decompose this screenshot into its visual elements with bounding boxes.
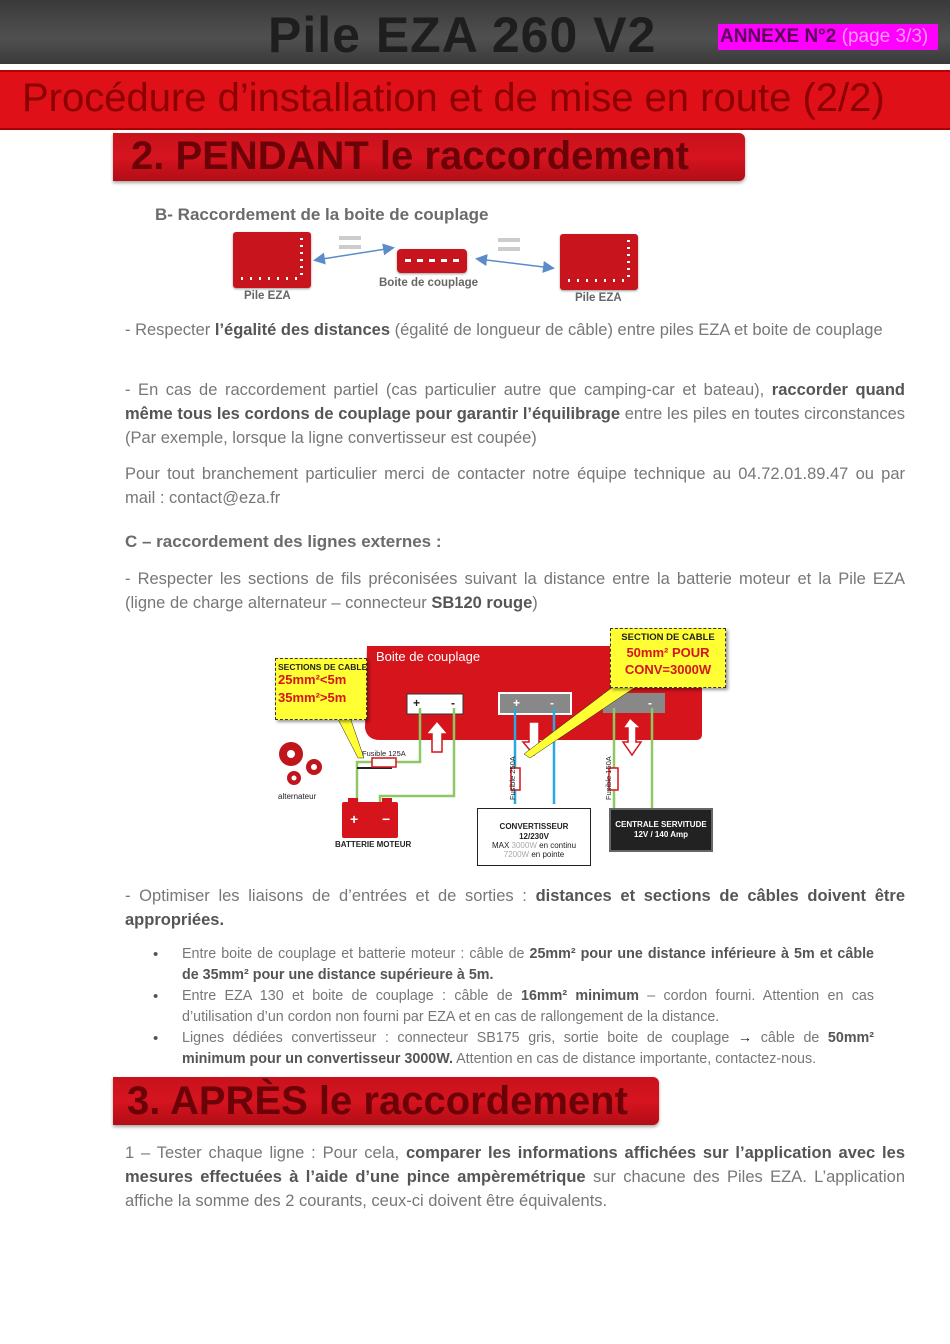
- subsection-b-title: B- Raccordement de la boite de couplage: [155, 205, 489, 224]
- bullet-list: [125, 944, 874, 1070]
- left-section-callout: [275, 658, 367, 720]
- svg-text:+: +: [350, 811, 359, 827]
- para6-text-b: sur chacune des Piles EZA. L’application affiche la somme des 2 courants, ceux-ci doivent être équivalents.: [125, 1168, 906, 1210]
- para5-text-a: - Optimiser les liaisons de d’entrées et de sorties :: [125, 887, 536, 905]
- fuse-150-label: Fusible 150A: [604, 756, 613, 800]
- alt-connector-minus: -: [451, 696, 455, 710]
- section-2-title: 2. PENDANT le raccordement: [131, 134, 689, 178]
- document-title: Pile EZA 260 V2: [268, 7, 657, 63]
- wiring-diagram: [262, 624, 742, 874]
- connector-converter: [499, 693, 571, 714]
- pile-eza-right-image: [560, 234, 638, 290]
- right-callout-title: SECTION DE CABLE: [621, 632, 715, 643]
- annexe-label: ANNEXE N°2: [720, 26, 837, 47]
- right-callout-line2: CONV=3000W: [624, 662, 712, 677]
- converter-max: MAX 3000W en continu: [491, 841, 577, 850]
- pile-eza-left-label: Pile EZA: [244, 290, 291, 302]
- coupling-box-title: Boite de couplage: [376, 649, 481, 664]
- right-section-callout: [610, 628, 726, 688]
- alternator-icon: [279, 742, 322, 785]
- para1-text-a: - Respecter: [125, 321, 215, 339]
- para4-text-b: ): [532, 594, 538, 612]
- paragraph-test-lines: [125, 1141, 905, 1213]
- central-servitude-box: [609, 808, 713, 852]
- battery-label: BATTERIE MOTEUR: [335, 840, 412, 849]
- fuse-125-label: Fusible 125A: [362, 749, 406, 758]
- bullet-item-converter: • Lignes dédiées convertisseur : connecteur SB175 gris, sortie boite de couplage → câble de 50mm² minimum pour un convertisseur 3000W. Attention en cas de distance importante, contactez-nous.: [125, 1028, 874, 1070]
- annexe-page: (page 3/3): [841, 26, 929, 47]
- alternator-label: alternateur: [278, 792, 317, 801]
- para5-bold: distances et sections de câbles doivent être appropriées.: [125, 887, 905, 929]
- converter-title: CONVERTISSEUR: [499, 822, 569, 831]
- bullet-item-eza130: • Entre EZA 130 et boite de couplage : câble de 16mm² minimum – cordon fourni. Attention en cas d’utilisation d’un cordon non fourni par EZA et en cas de rallongement de la distance.: [125, 986, 874, 1028]
- coupling-box-label: Boite de couplage: [379, 277, 479, 289]
- paragraph-partial-connection: [125, 378, 905, 450]
- para2-text-b: entre les piles en toutes circonstances (Par exemple, lorsque la ligne convertisseur est coupée): [125, 405, 906, 447]
- svg-text:−: −: [382, 811, 391, 827]
- top-header: [0, 0, 950, 64]
- pile-eza-right-label: Pile EZA: [575, 292, 622, 304]
- fuse-125-shape: [372, 758, 396, 767]
- converter-peak: 7200W en pointe: [503, 850, 565, 859]
- section-2-heading: [113, 133, 745, 181]
- procedure-banner: [0, 70, 950, 130]
- para4-bold: SB120 rouge: [431, 594, 533, 612]
- section-3-title: 3. APRÈS le raccordement: [127, 1079, 628, 1123]
- banner-title: Procédure d’installation et de mise en route (2/2): [22, 76, 885, 120]
- para2-bold: raccorder quand même tous les cordons de couplage pour garantir l’équilibrage: [125, 381, 905, 423]
- right-callout-line1: 50mm² POUR: [626, 645, 710, 660]
- fuse-250-label: Fusible 250A: [508, 756, 517, 800]
- conv-connector-plus: +: [513, 696, 521, 710]
- para6-bold: comparer les informations affichées sur l’application avec les mesures effectuées à l’aide d’une pince ampèremétrique: [125, 1144, 905, 1186]
- left-callout-line2: 35mm²>5m: [278, 690, 347, 705]
- paragraph-wire-sections: [125, 567, 905, 615]
- para4-text-a: - Respecter les sections de fils préconisées suivant la distance entre la batterie moteur et la Pile EZA (ligne de charge alternateur – connecteur: [125, 570, 905, 612]
- central-line1: CENTRALE SERVITUDE: [615, 820, 707, 829]
- central-line2: 12V / 140 Amp: [634, 830, 688, 839]
- para1-bold: l’égalité des distances: [214, 321, 391, 339]
- paragraph-equal-distances: [125, 318, 905, 342]
- section-3-heading: [113, 1077, 659, 1125]
- equal-distance-arrows: [300, 228, 570, 278]
- para6-text-a: 1 – Tester chaque ligne : Pour cela,: [125, 1144, 406, 1162]
- subsection-c-title: C – raccordement des lignes externes :: [125, 532, 442, 551]
- paragraph-contact: Pour tout branchement particulier merci de contacter notre équipe technique au 04.72.01.89.47 ou par mail : contact@eza.fr: [125, 465, 905, 507]
- conv-connector-minus: -: [550, 696, 554, 710]
- annexe-badge: [718, 24, 938, 50]
- arrow-right-icon: →: [737, 1030, 753, 1046]
- alt-connector-plus: +: [413, 696, 421, 710]
- converter-box: [477, 808, 591, 866]
- paragraph-optimize: [125, 884, 905, 932]
- para2-text-a: - En cas de raccordement partiel (cas particulier autre que camping-car et bateau),: [125, 381, 772, 399]
- bullet-item-battery: • Entre boite de couplage et batterie moteur : câble de 25mm² pour une distance inférieure à 5m et câble de 35mm² pour une distance supérieure à 5m.: [125, 944, 874, 986]
- para1-text-b: (égalité de longueur de câble) entre piles EZA et boite de couplage: [390, 321, 883, 339]
- converter-voltage: 12/230V: [519, 832, 549, 841]
- battery-icon: [342, 798, 398, 838]
- left-callout-line1: 25mm²<5m: [278, 672, 347, 687]
- left-callout-title: SECTIONS DE CABLE: [278, 662, 368, 672]
- central-connector-minus: -: [648, 696, 652, 710]
